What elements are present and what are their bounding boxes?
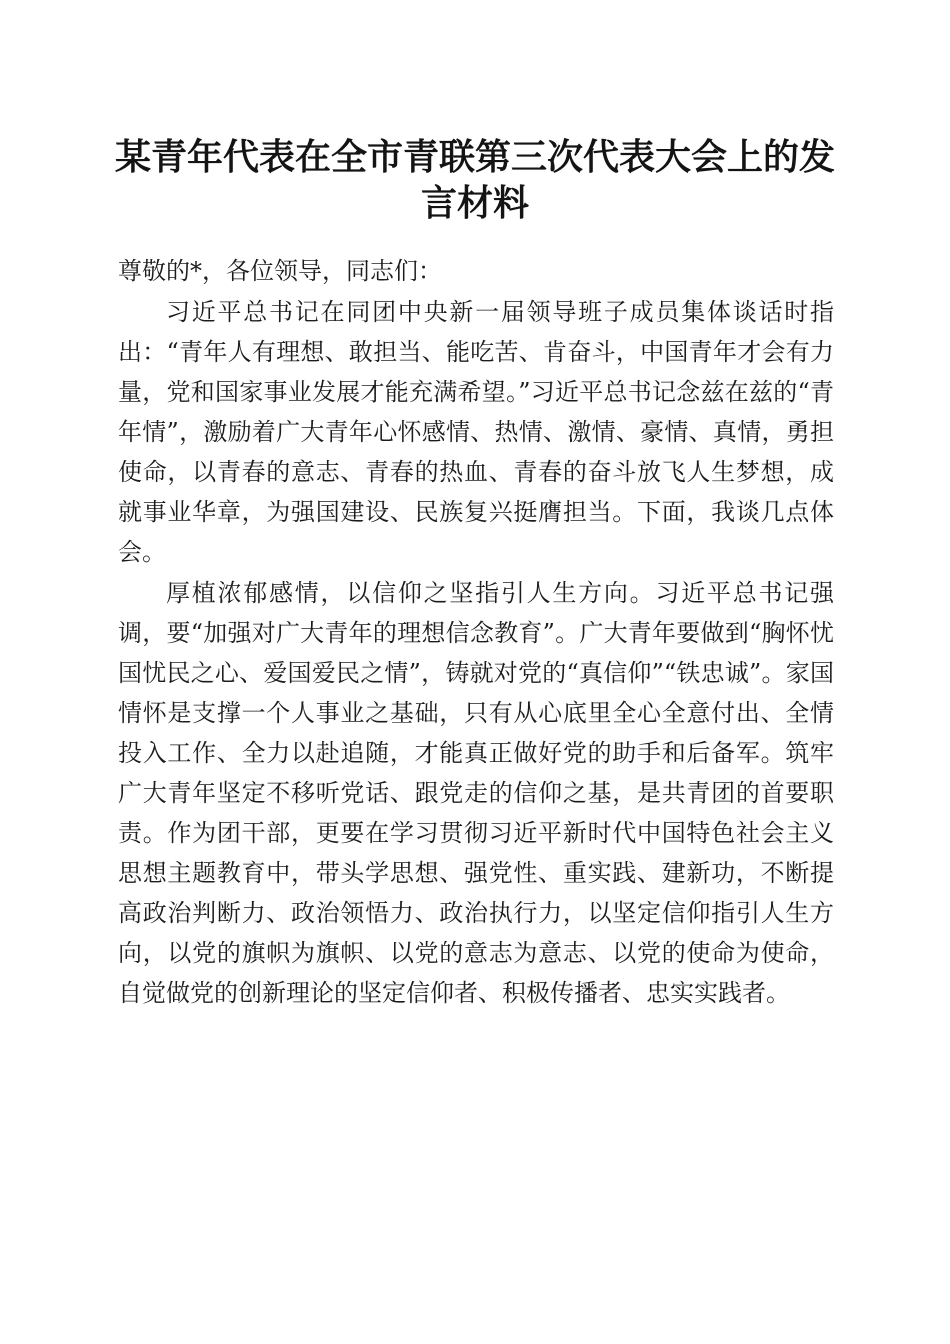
paragraph-2: 厚植浓郁感情，以信仰之坚指引人生方向。习近平总书记强调，要“加强对广大青年的理想信念教育”。广大青年要做到“胸怀忧国忧民之心、爱国爱民之情”，铸就对党的“真信仰”“铁忠诚”。家国情怀是支撑一个人事业之基础，只有从心底里全心全意付出、全情投入工作、全力以赴追随，才能真正做好党的助手和后备军。筑牢广大青年坚定不移听党话、跟党走的信仰之基，是共青团的首要职责。作为团干部，更要在学习贯彻习近平新时代中国特色社会主义思想主题教育中，带头学思想、强党性、重实践、建新功，不断提高政治判断力、政治领悟力、政治执行力，以坚定信仰指引人生方向，以党的旗帜为旗帜、以党的意志为意志、以党的使命为使命，自觉做党的创新理论的坚定信仰者、积极传播者、忠实实践者。 — [118, 578, 834, 1007]
paragraph-1: 习近平总书记在同团中央新一届领导班子成员集体谈话时指出：“青年人有理想、敢担当、能吃苦、肯奋斗，中国青年才会有力量，党和国家事业发展才能充满希望。”习近平总书记念兹在兹的“青年情”，激励着广大青年心怀感情、热情、激情、豪情、真情，勇担使命，以青春的意志、青春的热血、青春的奋斗放飞人生梦想，成就事业华章，为强国建设、民族复兴挺膺担当。下面，我谈几点体会。 — [118, 297, 834, 566]
document-title: 某青年代表在全市青联第三次代表大会上的发言材料 — [114, 136, 835, 224]
document-body — [118, 251, 834, 1013]
salutation: 尊敬的*，各位领导，同志们： — [118, 257, 442, 285]
